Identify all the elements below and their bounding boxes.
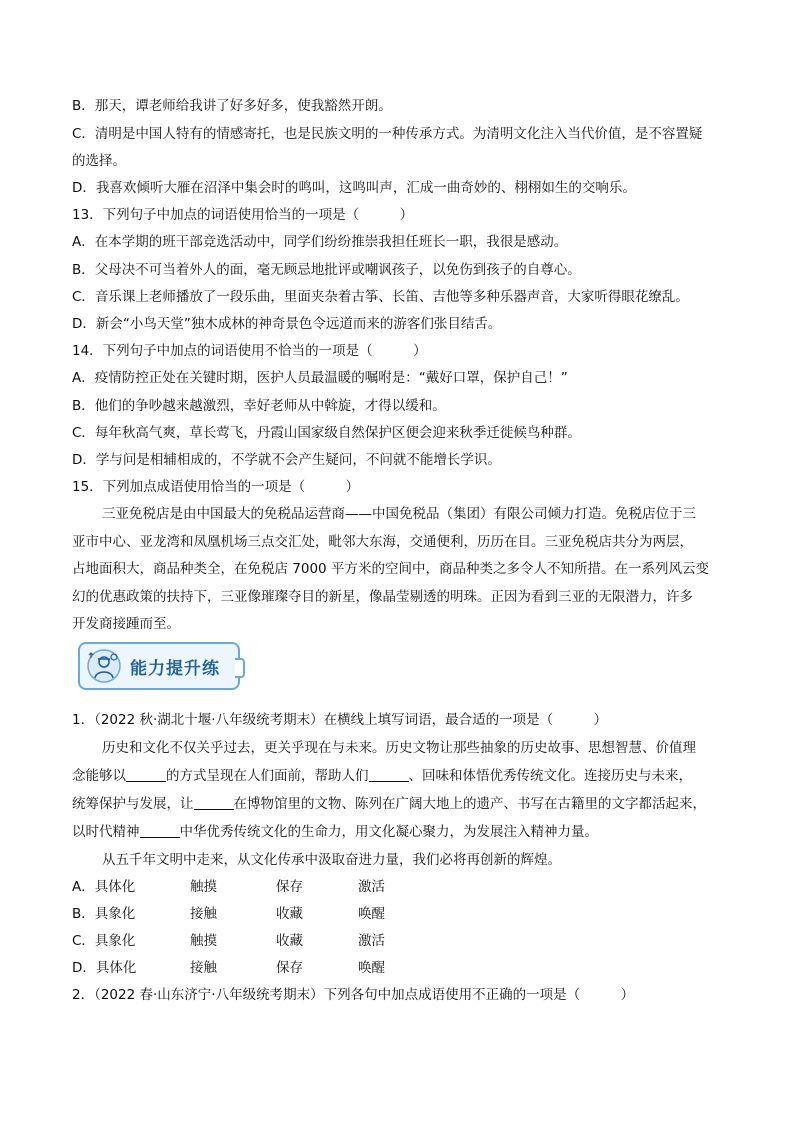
option-label: D．具体化 <box>72 960 137 976</box>
option-label: A．具体化 <box>72 879 136 895</box>
fill-blank[interactable] <box>369 767 409 782</box>
section-title: 能力提升练 <box>130 659 220 679</box>
q1-passage-line <box>72 766 732 786</box>
q1-text: 以时代精神 <box>72 824 140 840</box>
q1-text: 、回味和体悟优秀传统文化。连接历史与未来， <box>408 768 692 784</box>
option-c-line2: 的选择。 <box>72 153 126 169</box>
option-word: 保存 <box>276 879 303 895</box>
option-c-line1: C．清明是中国人特有的情感寄托，也是民族文明的一种传承方式。为清明文化注入当代价值，是不容置疑 <box>72 126 703 142</box>
option-label: C．具象化 <box>72 933 136 949</box>
question-14: 14．下列句子中加点的词语使用不恰当的一项是（ ） <box>72 343 427 359</box>
option-word: 保存 <box>276 960 303 976</box>
option-word: 激活 <box>358 879 385 895</box>
fill-blank[interactable] <box>194 795 234 810</box>
q1-text: 从五千年文明中走来，从文化传承中汲取奋进力量，我们必将再创新的辉煌。 <box>102 852 561 868</box>
q14-option-d: D．学与问是相辅相成的，不学就不会产生疑问，不问就不能增长学识。 <box>72 452 501 468</box>
q15-passage-line: 亚市中心、亚龙湾和凤凰机场三点交汇处，毗邻大东海，交通便利，历历在目。三亚免税店共分为两层， <box>72 534 693 550</box>
question-15: 15．下列加点成语使用恰当的一项是（ ） <box>72 479 360 495</box>
q14-option-c: C．每年秋高气爽，草长莺飞，丹霞山国家级自然保护区便会迎来秋季迁徙候鸟种群。 <box>72 425 581 441</box>
q13-option-c: C．音乐课上老师播放了一段乐曲，里面夹杂着古筝、长笛、吉他等多种乐器声音，大家听得眼花缭乱。 <box>72 289 689 305</box>
engineer-gear-icon <box>86 648 122 684</box>
q13-option-b: B．父母决不可当着外人的面，毫无顾忌地批评或嘲讽孩子，以免伤到孩子的自尊心。 <box>72 262 581 278</box>
option-b: B．那天，谭老师给我讲了好多好多，使我豁然开朗。 <box>72 98 392 114</box>
q1-option-d[interactable] <box>72 958 438 978</box>
fill-blank[interactable] <box>126 767 166 782</box>
q1-option-c[interactable] <box>72 931 438 951</box>
q1-passage-line <box>102 850 762 870</box>
option-word: 接触 <box>190 906 217 922</box>
option-word: 收藏 <box>276 933 303 949</box>
option-word: 触摸 <box>190 879 217 895</box>
section-badge <box>78 642 240 690</box>
q1-text: 历史和文化不仅关乎过去，更关乎现在与未来。历史文物让那些抽象的历史故事、思想智慧、价值理 <box>102 740 696 756</box>
q15-passage-line: 开发商接踵而至。 <box>72 616 180 632</box>
q1-text: 统筹保护与发展，让 <box>72 796 194 812</box>
option-word: 唤醒 <box>358 906 385 922</box>
badge-tab <box>235 658 245 678</box>
option-word: 触摸 <box>190 933 217 949</box>
option-word: 收藏 <box>276 906 303 922</box>
question-2: 2．（2022 春·山东济宁·八年级统考期末）下列各句中加点成语使用不正确的一项是（ ） <box>72 987 635 1003</box>
q14-option-a: A．疫情防控正处在关键时期，医护人员最温暖的嘱咐是：“戴好口罩，保护自己！” <box>72 370 568 386</box>
q14-option-b: B．他们的争吵越来越激烈，幸好老师从中斡旋，才得以缓和。 <box>72 398 446 414</box>
option-label: B．具象化 <box>72 906 136 922</box>
question-1: 1．（2022 秋·湖北十堰·八年级统考期末）在横线上填写词语，最合适的一项是（ ） <box>72 712 608 728</box>
q15-passage-line: 三亚免税店是由中国最大的免税品运营商——中国免税品（集团）有限公司倾力打造。免税店位于三 <box>102 506 696 522</box>
q13-option-d: D．新会“小鸟天堂”独木成林的神奇景色令远道而来的游客们张目结舌。 <box>72 316 502 332</box>
fill-blank[interactable] <box>140 823 180 838</box>
q15-passage-line: 幻的优惠政策的扶持下，三亚像璀璨夺目的新星，像晶莹剔透的明珠。正因为看到三亚的无限潜力，许多 <box>72 589 693 605</box>
q1-text: 在博物馆里的文物、陈列在广阔大地上的遗产、书写在古籍里的文字都活起来， <box>233 796 706 812</box>
q1-text: 念能够以 <box>72 768 126 784</box>
q1-option-a[interactable] <box>72 877 438 897</box>
q13-option-a: A．在本学期的班干部竞选活动中，同学们纷纷推崇我担任班长一职，我很是感动。 <box>72 234 568 250</box>
option-d: D．我喜欢倾听大雁在沼泽中集会时的鸣叫，这鸣叫声，汇成一曲奇妙的、栩栩如生的交响乐。 <box>72 180 636 196</box>
q1-passage-line <box>102 738 762 758</box>
q1-passage-line <box>72 794 732 814</box>
q1-text: 的方式呈现在人们面前，帮助人们 <box>166 768 369 784</box>
option-word: 唤醒 <box>358 960 385 976</box>
option-word: 激活 <box>358 933 385 949</box>
question-13: 13．下列句子中加点的词语使用恰当的一项是（ ） <box>72 207 414 223</box>
q1-text: 中华优秀传统文化的生命力，用文化凝心聚力，为发展注入精神力量。 <box>179 824 598 840</box>
q1-option-b[interactable] <box>72 904 438 924</box>
q15-passage-line: 占地面积大，商品种类全，在免税店 7000 平方米的空间中，商品种类之多令人不知所措。在一系列风云变 <box>72 561 709 577</box>
option-word: 接触 <box>190 960 217 976</box>
q1-passage-line <box>72 822 732 842</box>
